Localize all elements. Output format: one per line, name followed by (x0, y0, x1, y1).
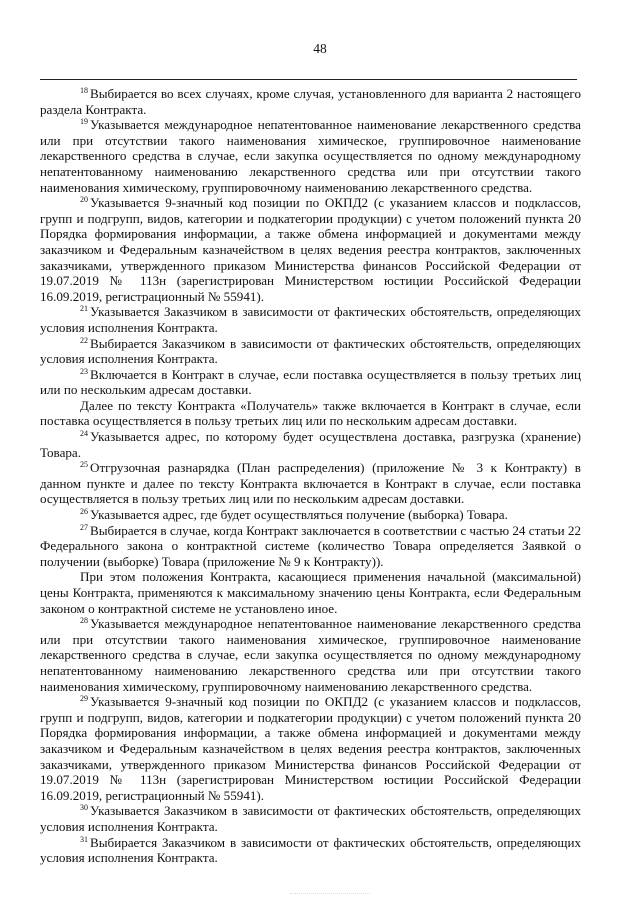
scan-edge-mark (290, 893, 370, 900)
footnote-number: 31 (80, 834, 88, 844)
footnote (40, 195, 581, 304)
footnote (40, 86, 581, 117)
footnote (40, 117, 581, 195)
footnote-text: Выбирается Заказчиком в зависимости от фактических обстоятельств, определяющих условия исполнения Контракта. (40, 834, 581, 866)
footnote (40, 367, 581, 398)
footnote-text: Указывается международное непатентованное наименование лекарственного средства или при отсутствии такого наименования химическое, группировочное наименование лекарственного средства в случае, если закупка осуществляется по одному международному непатентованному наименованию лекарственного средства или при отсутствии такого наименования химическому, группировочному наименованию лекарственного средства. (40, 117, 581, 195)
footnote-number: 18 (80, 86, 88, 95)
footnote-number: 20 (80, 195, 88, 205)
footnote (40, 336, 581, 367)
footnote-continuation (40, 569, 581, 616)
footnote (40, 835, 581, 866)
footnote-separator (40, 79, 577, 80)
footnote-number: 27 (80, 522, 88, 532)
footnote-text: Выбирается в случае, когда Контракт заключается в соответствии с частью 24 статьи 22 Федерального закона о контрактной системе (количество Товара определяется Заявкой о получении (выборке) Товара (приложение № 9 к Контракту)). (40, 522, 581, 569)
footnote-text: Указывается адрес, где будет осуществляться получение (выборка) Товара. (90, 507, 508, 523)
footnote-text: Отгрузочная разнарядка (План распределения) (приложение № 3 к Контракту) в данном пункте и далее по тексту Контракта включается в Контракт в случае, если поставка осуществляется в пользу третьих лиц или по нескольким адресам доставки. (40, 460, 581, 507)
footnote-number: 26 (80, 507, 88, 517)
footnote-text: Указывается международное непатентованное наименование лекарственного средства или при отсутствии такого наименования химическое, группировочное наименование лекарственного средства в случае, если закупка осуществляется по одному международному непатентованному наименованию лекарственного средства или при отсутствии такого наименования химическому, группировочному наименованию лекарственного средства. (40, 616, 581, 694)
footnote-text: Указывается адрес, по которому будет осуществлена доставка, разгрузка (хранение) Товара. (40, 429, 581, 460)
footnote-text: Включается в Контракт в случае, если поставка осуществляется в пользу третьих лиц или по нескольким адресам доставки. (40, 366, 581, 398)
footnote (40, 460, 581, 507)
footnote (40, 803, 581, 834)
footnote-number: 25 (80, 460, 88, 470)
footnote (40, 429, 581, 460)
footnote (40, 616, 581, 694)
footnote-number: 24 (80, 429, 88, 439)
footnote-number: 22 (80, 335, 88, 345)
page-number: 48 (313, 41, 327, 56)
footnote (40, 507, 581, 523)
footnote (40, 304, 581, 335)
footnote-text: Указывается Заказчиком в зависимости от фактических обстоятельств, определяющих условия исполнения Контракта. (40, 304, 581, 335)
footnote-number: 21 (80, 304, 88, 314)
footnote-text: Выбирается Заказчиком в зависимости от фактических обстоятельств, определяющих условия исполнения Контракта. (40, 335, 581, 367)
footnote-text: Указывается 9-значный код позиции по ОКПД2 (с указанием классов и подклассов, групп и подгрупп, видов, категории и подкатегории продукции) с учетом положений пункта 20 Порядка формирования информации, а также обмена информацией и документами между заказчиком и Федеральным казначейством в целях ведения реестра контрактов, заключенных заказчиками, утвержденного приказом Министерства финансов Российской Федерации от 19.07.2019 № 113н (зарегистрирован Министерством юстиции Российской Федерации 16.09.2019, регистрационный № 55941). (40, 195, 581, 304)
footnote-number: 19 (80, 117, 88, 127)
footnote-continuation (40, 398, 581, 429)
footnote-text: При этом положения Контракта, касающиеся применения начальной (максимальной) цены Контракта, применяются к максимальному значению цены Контракта, если Федеральным законом о контрактной системе не установлено иное. (40, 569, 581, 616)
footnote-text: Выбирается во всех случаях, кроме случая, установленного для варианта 2 настоящего раздела Контракта. (40, 86, 581, 117)
footnote-number: 23 (80, 366, 88, 376)
footnote-text: Далее по тексту Контракта «Получатель» также включается в Контракт в случае, если поставка осуществляется в пользу третьих лиц или по нескольким адресам доставки. (40, 397, 581, 429)
footnotes (40, 86, 581, 866)
footnote-number: 28 (80, 616, 88, 626)
footnote-number: 30 (80, 803, 88, 813)
footnote (40, 523, 581, 570)
footnote-text: Указывается Заказчиком в зависимости от фактических обстоятельств, определяющих условия исполнения Контракта. (40, 803, 581, 834)
footnote (40, 694, 581, 803)
footnote-text: Указывается 9-значный код позиции по ОКПД2 (с указанием классов и подклассов, групп и подгрупп, видов, категории и подкатегории продукции) с учетом положений пункта 20 Порядка формирования информации, а также обмена информацией и документами между заказчиком и Федеральным казначейством в целях ведения реестра контрактов, заключенных заказчиками, утвержденного приказом Министерства финансов Российской Федерации от 19.07.2019 № 113н (зарегистрирован Министерством юстиции Российской Федерации 16.09.2019, регистрационный № 55941). (40, 694, 581, 803)
footnote-number: 29 (80, 694, 88, 704)
